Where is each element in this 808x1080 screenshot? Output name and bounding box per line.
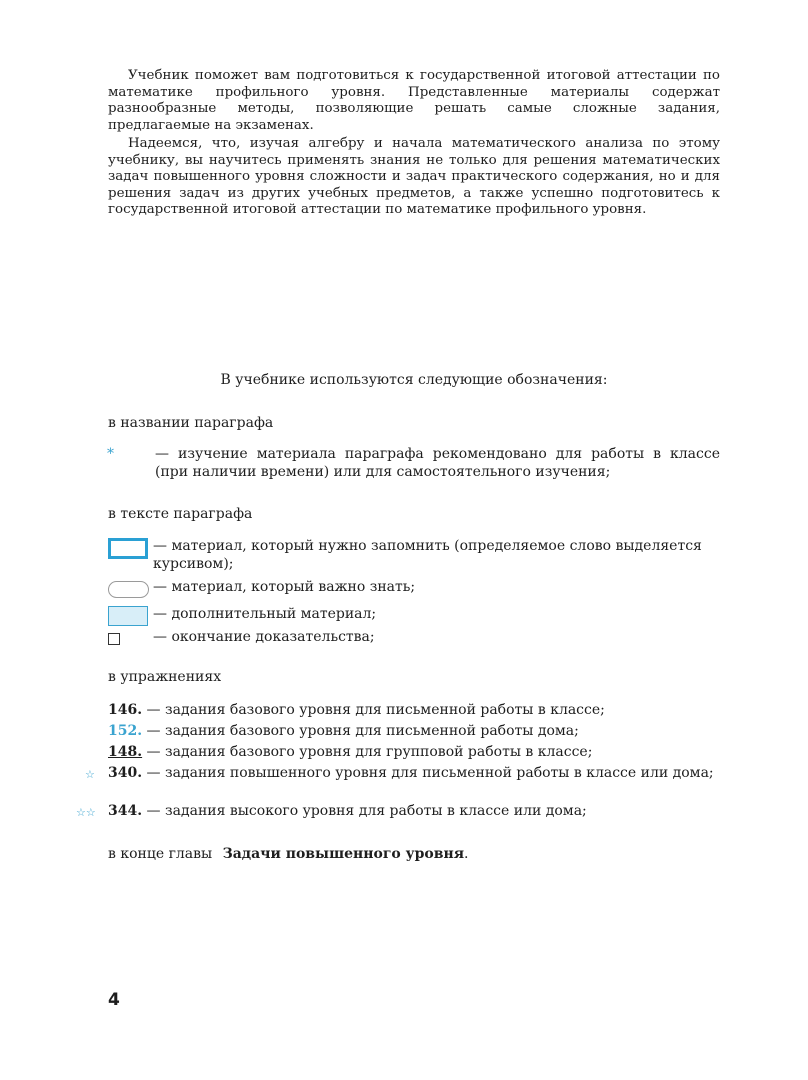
framed-box-description: — материал, который нужно запомнить (определяемое слово выделяется курсивом); — [153, 538, 702, 572]
exercise-description: — задания базового уровня для письменной работы в классе; — [142, 702, 605, 718]
exercise-row — [108, 803, 720, 821]
exercise-number: 344. — [108, 803, 143, 819]
intro-paragraph-2: Надеемся, что, изучая алгебру и начала математического анализа по этому учебнику, вы научитесь применять знания не только для решения математических задач повышенного уровня сложности и задач практического содержания, но и для решения задач из других учебных предметов, а также успешно подготовитесь к государственной итоговой аттестации по математике профильного уровня. — [108, 136, 720, 217]
proof-end-square-icon — [108, 633, 120, 645]
exercise-description: — задания базового уровня для письменной работы дома; — [142, 723, 579, 739]
section-title-label: в названии параграфа — [108, 415, 274, 431]
asterisk-icon: * — [107, 446, 114, 462]
exercise-row — [108, 744, 720, 762]
exercises-label: в упражнениях — [108, 669, 222, 685]
exercise-row — [108, 765, 720, 783]
exercise-row — [108, 723, 720, 741]
asterisk-description: — изучение материала параграфа рекомендовано для работы в классе (при наличии времени) или для самостоятельного изучения; — [155, 446, 720, 480]
chapter-end-label: в конце главы — [108, 846, 213, 862]
exercise-description: — задания повышенного уровня для письменной работы в классе или дома; — [142, 765, 714, 781]
exercise-row — [108, 702, 720, 720]
exercise-description: — задания базового уровня для групповой работы в классе; — [142, 744, 593, 760]
intro-paragraph-1: Учебник поможет вам подготовиться к государственной итоговой аттестации по математике профильного уровня. Представленные материалы содержат разнообразные методы, позволяющие решать самые сложные задания, предлагаемые на экзаменах. — [108, 68, 720, 133]
chapter-end-dot: . — [464, 846, 469, 862]
oval-frame-description: — материал, который важно знать; — [153, 579, 416, 595]
exercise-description: — задания высокого уровня для работы в классе или дома; — [142, 803, 587, 819]
star-icon: ☆ — [85, 768, 95, 781]
chapter-end-title: Задачи повышенного уровня — [222, 846, 465, 862]
exercise-number: 146. — [108, 702, 143, 718]
proof-end-description: — окончание доказательства; — [153, 629, 375, 645]
oval-frame-icon — [108, 581, 149, 598]
double-star-icon: ☆☆ — [76, 806, 96, 819]
exercise-number: 340. — [108, 765, 143, 781]
page-number: 4 — [108, 990, 120, 1010]
chapter-end-note — [108, 846, 469, 862]
shaded-box-icon — [108, 606, 148, 626]
exercise-number: 148. — [108, 744, 143, 760]
framed-box-icon — [108, 538, 148, 559]
section-text-label: в тексте параграфа — [108, 506, 253, 522]
shaded-box-description: — дополнительный материал; — [153, 606, 377, 622]
exercise-number: 152. — [108, 723, 143, 739]
legend-heading: В учебнике используются следующие обозначения: — [220, 372, 608, 388]
